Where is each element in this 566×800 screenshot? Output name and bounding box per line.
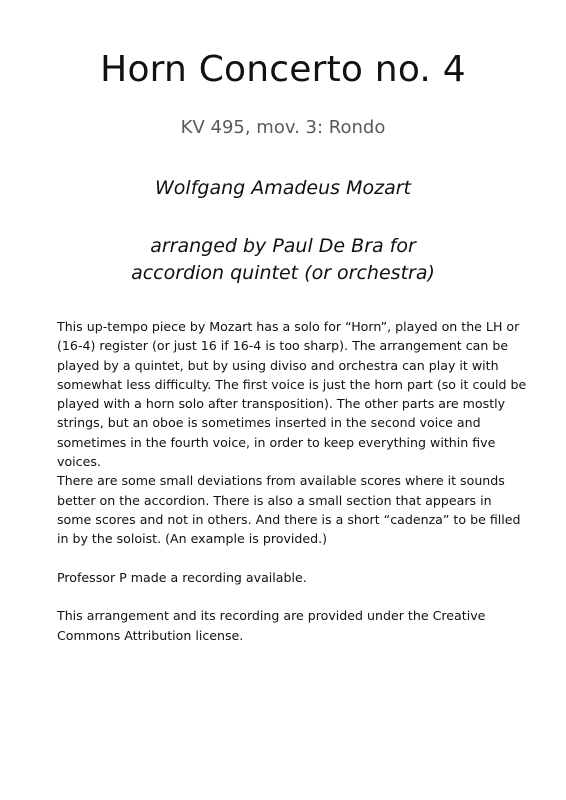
paragraph-spacer: [57, 587, 527, 606]
paragraph-intro: This up-tempo piece by Mozart has a solo for “Horn”, played on the LH or (16-4) register (or just 16 if 16-4 is too sharp). The arrangement can be played by a quintet, but by using diviso and orchestra can play it with somewhat less difficulty. The first voice is just the horn part (so it could be played with a horn solo after transposition). The other parts are mostly strings, but an oboe is sometimes inserted in the second voice and sometimes in the fourth voice, in order to keep everything within five voices.: [57, 319, 527, 470]
page-subtitle: KV 495, mov. 3: Rondo: [180, 117, 386, 138]
description-body: [57, 317, 527, 645]
paragraph-recording: Professor P made a recording available.: [57, 569, 307, 585]
arranger-line-1: arranged by Paul De Bra for: [150, 235, 416, 257]
paragraph-deviations: There are some small deviations from available scores where it sounds better on the accordion. There is also a small section that appears in some scores and not in others. And there is a short “cadenza” to be filled in by the soloist. (An example is provided.): [57, 473, 521, 547]
page-title: Horn Concerto no. 4: [100, 49, 466, 90]
arranger-line-2: accordion quintet (or orchestra): [131, 262, 435, 284]
paragraph-spacer: [57, 549, 527, 568]
paragraph-license: This arrangement and its recording are provided under the Creative Commons Attribution license.: [57, 608, 486, 643]
composer-name: Wolfgang Amadeus Mozart: [155, 177, 411, 199]
arranger-credit: [0, 233, 566, 287]
